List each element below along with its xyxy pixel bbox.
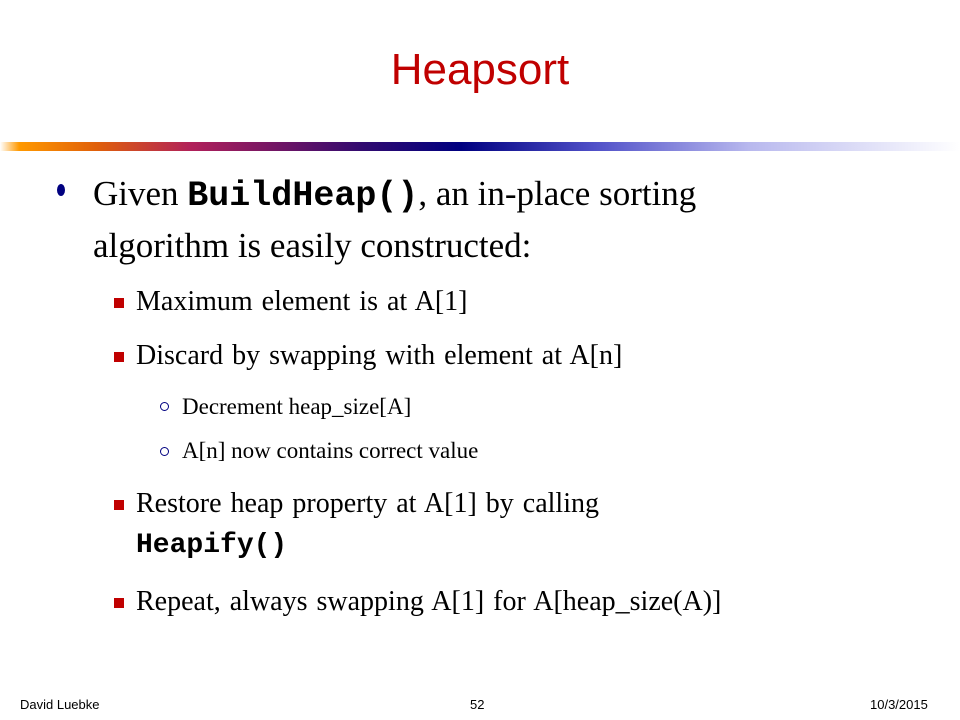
sub-bullet-discard: Discard by swapping with element at A[n] bbox=[136, 340, 623, 371]
bullet-dot-icon bbox=[57, 184, 65, 196]
bullet-ring-icon bbox=[160, 402, 169, 411]
sub-bullet-restore-line1: Restore heap property at A[1] by calling bbox=[136, 488, 599, 519]
bullet-main-line2: algorithm is easily constructed: bbox=[93, 226, 532, 265]
bullet-main-prefix: Given bbox=[93, 174, 188, 213]
sub-sub-bullet-correct-value: A[n] now contains correct value bbox=[182, 438, 479, 463]
footer-author: David Luebke bbox=[20, 697, 100, 712]
sub-bullet-repeat: Repeat, always swapping A[1] for A[heap_size(A)] bbox=[136, 586, 722, 617]
sub-bullet-max-element: Maximum element is at A[1] bbox=[136, 286, 468, 317]
bullet-square-icon bbox=[114, 598, 124, 608]
bullet-ring-icon bbox=[160, 447, 169, 456]
bullet-main-code: BuildHeap() bbox=[187, 176, 419, 216]
slide-title: Heapsort bbox=[390, 45, 570, 94]
bullet-main-line1 bbox=[93, 170, 696, 220]
bullet-square-icon bbox=[114, 298, 124, 308]
footer-page-number: 52 bbox=[470, 697, 485, 712]
sub-sub-bullet-decrement: Decrement heap_size[A] bbox=[182, 394, 412, 419]
footer-date: 10/3/2015 bbox=[870, 697, 928, 712]
sub-bullet-restore-code: Heapify() bbox=[136, 530, 288, 561]
bullet-square-icon bbox=[114, 352, 124, 362]
bullet-square-icon bbox=[114, 500, 124, 510]
bullet-main-suffix: , an in-place sorting bbox=[418, 174, 697, 213]
